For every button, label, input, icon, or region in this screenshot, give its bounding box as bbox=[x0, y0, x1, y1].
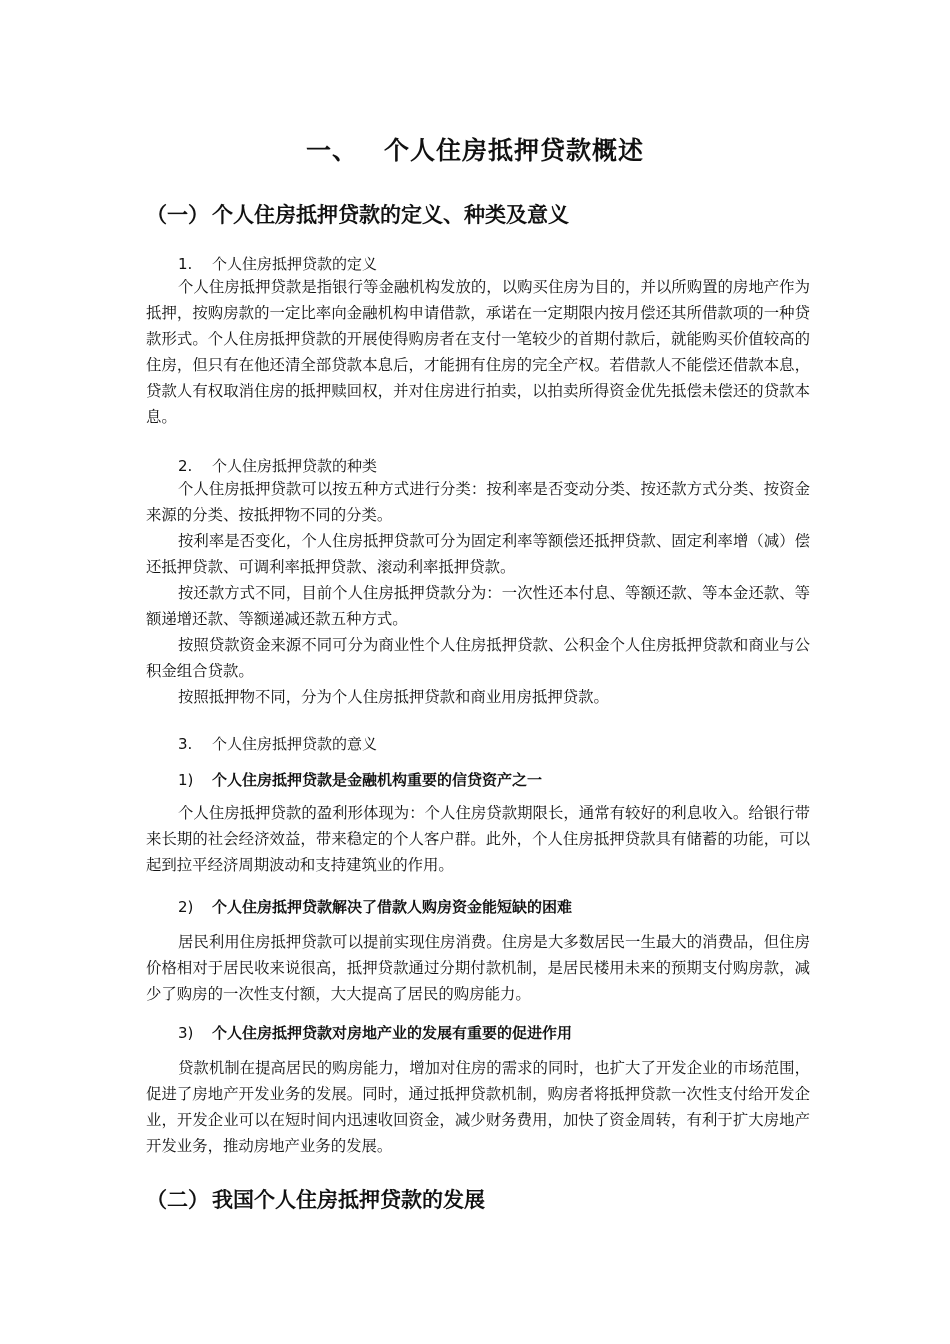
paragraph-types-rate: 按利率是否变化，个人住房抵押贷款可分为固定利率等额偿还抵押贷款、固定利率增（减）偿还抵押贷款、可调利率抵押贷款、滚动利率抵押贷款。 bbox=[146, 532, 810, 576]
section-heading-2 bbox=[146, 1184, 485, 1214]
chapter-title-text: 个人住房抵押贷款概述 bbox=[384, 136, 645, 165]
item-heading-text: 个人住房抵押贷款对房地产业的发展有重要的促进作用 bbox=[212, 1024, 573, 1042]
paragraph-types-funding: 按照贷款资金来源不同可分为商业性个人住房抵押贷款、公积金个人住房抵押贷款和商业与公积金组合贷款。 bbox=[146, 636, 810, 680]
item-number: 2) bbox=[178, 898, 194, 916]
subsection-heading-text: 个人住房抵押贷款的意义 bbox=[212, 735, 378, 753]
section-heading-text: 个人住房抵押贷款的定义、种类及意义 bbox=[212, 203, 569, 227]
paragraph-significance-2: 居民利用住房抵押贷款可以提前实现住房消费。住房是大多数居民一生最大的消费品，但住房价格相对于居民收来说很高，抵押贷款通过分期付款机制，是居民楼用未来的预期支付购房款，减少了购房的一次性支付额，大大提高了居民的购房能力。 bbox=[146, 933, 810, 1003]
section-heading-text: 我国个人住房抵押贷款的发展 bbox=[212, 1188, 485, 1212]
subsection-heading-2 bbox=[178, 455, 377, 476]
chapter-title bbox=[0, 131, 950, 167]
item-number: 3) bbox=[178, 1024, 194, 1042]
subsection-number: 3. bbox=[178, 735, 193, 753]
item-heading-text: 个人住房抵押贷款解决了借款人购房资金能短缺的困难 bbox=[212, 898, 573, 916]
item-heading-2 bbox=[178, 896, 572, 917]
paragraph-significance-3: 贷款机制在提高居民的购房能力，增加对住房的需求的同时，也扩大了开发企业的市场范围，促进了房地产开发业务的发展。同时，通过抵押贷款机制，购房者将抵押贷款一次性支付给开发企业，开发企业可以在短时间内迅速收回资金，减少财务费用，加快了资金周转，有利于扩大房地产开发业务，推动房地产业务的发展。 bbox=[146, 1059, 810, 1155]
paragraph-definition: 个人住房抵押贷款是指银行等金融机构发放的，以购买住房为目的，并以所购置的房地产作为抵押，按购房款的一定比率向金融机构申请借款，承诺在一定期限内按月偿还其所借款项的一种贷款形式。个人住房抵押贷款的开展使得购房者在支付一笔较少的首期付款后，就能购买价值较高的住房，但只有在他还清全部贷款本息后，才能拥有住房的完全产权。若借款人不能偿还借款本息，贷款人有权取消住房的抵押赎回权，并对住房进行拍卖，以拍卖所得资金优先抵偿未偿还的贷款本息。 bbox=[146, 278, 810, 426]
subsection-heading-3 bbox=[178, 733, 377, 754]
paragraph-types-intro: 个人住房抵押贷款可以按五种方式进行分类：按利率是否变动分类、按还款方式分类、按资金来源的分类、按抵押物不同的分类。 bbox=[146, 480, 810, 524]
item-number: 1) bbox=[178, 771, 194, 789]
item-heading-text: 个人住房抵押贷款是金融机构重要的信贷资产之一 bbox=[212, 771, 543, 789]
paragraph-significance-1: 个人住房抵押贷款的盈利形体现为：个人住房贷款期限长，通常有较好的利息收入。给银行带来长期的社会经济效益，带来稳定的个人客户群。此外，个人住房抵押贷款具有储蓄的功能，可以起到拉平经济周期波动和支持建筑业的作用。 bbox=[146, 804, 810, 874]
paragraph-types-repayment: 按还款方式不同，目前个人住房抵押贷款分为：一次性还本付息、等额还款、等本金还款、等额递增还款、等额递减还款五种方式。 bbox=[146, 584, 810, 628]
subsection-heading-text: 个人住房抵押贷款的种类 bbox=[212, 457, 378, 475]
section-number: （二） bbox=[146, 1188, 209, 1212]
section-heading-1 bbox=[146, 199, 569, 229]
subsection-heading-1 bbox=[178, 253, 377, 274]
subsection-number: 2. bbox=[178, 457, 193, 475]
item-heading-3 bbox=[178, 1022, 572, 1043]
subsection-number: 1. bbox=[178, 255, 193, 273]
section-number: （一） bbox=[146, 203, 209, 227]
subsection-heading-text: 个人住房抵押贷款的定义 bbox=[212, 255, 378, 273]
chapter-number: 一、 bbox=[305, 136, 358, 165]
paragraph-types-collateral: 按照抵押物不同，分为个人住房抵押贷款和商业用房抵押贷款。 bbox=[178, 688, 609, 706]
item-heading-1 bbox=[178, 769, 542, 790]
